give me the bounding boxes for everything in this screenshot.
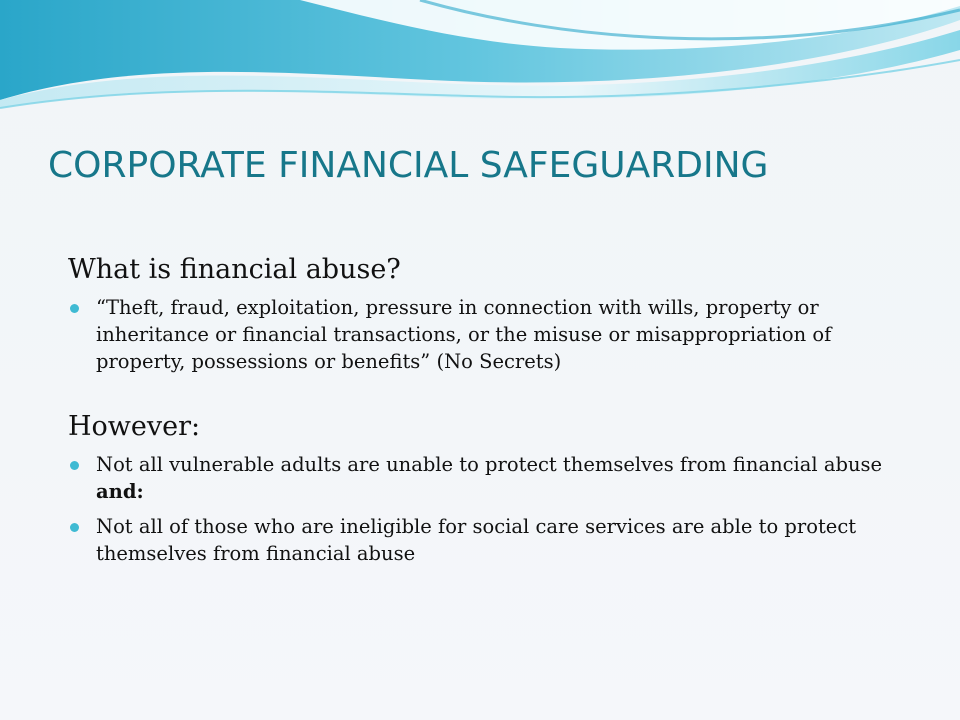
definition-list [68, 294, 918, 375]
list-item [68, 294, 918, 375]
slide-title: CORPORATE FINANCIAL SAFEGUARDING [48, 145, 769, 186]
bullet-emphasis: and: [96, 480, 144, 503]
however-list [68, 451, 918, 567]
bullet-text: “Theft, fraud, exploitation, pressure in connection with wills, property or inheritance or financial transactions, or the misuse or misappropriation of property, possessions or benefits” (No Secrets) [96, 296, 832, 373]
bullet-text: Not all vulnerable adults are unable to protect themselves from financial abuse [96, 453, 883, 476]
section-heading-financial-abuse: What is financial abuse? [68, 254, 401, 285]
bullet-icon [70, 461, 79, 470]
slide-body [68, 250, 918, 575]
bullet-icon [70, 304, 79, 313]
bullet-icon [70, 523, 79, 532]
bullet-text: Not all of those who are ineligible for social care services are able to protect themselves from financial abuse [96, 515, 857, 565]
decorative-wave-header [0, 0, 960, 130]
list-item [68, 513, 918, 567]
list-item [68, 451, 918, 505]
section-heading-however: However: [68, 411, 201, 442]
